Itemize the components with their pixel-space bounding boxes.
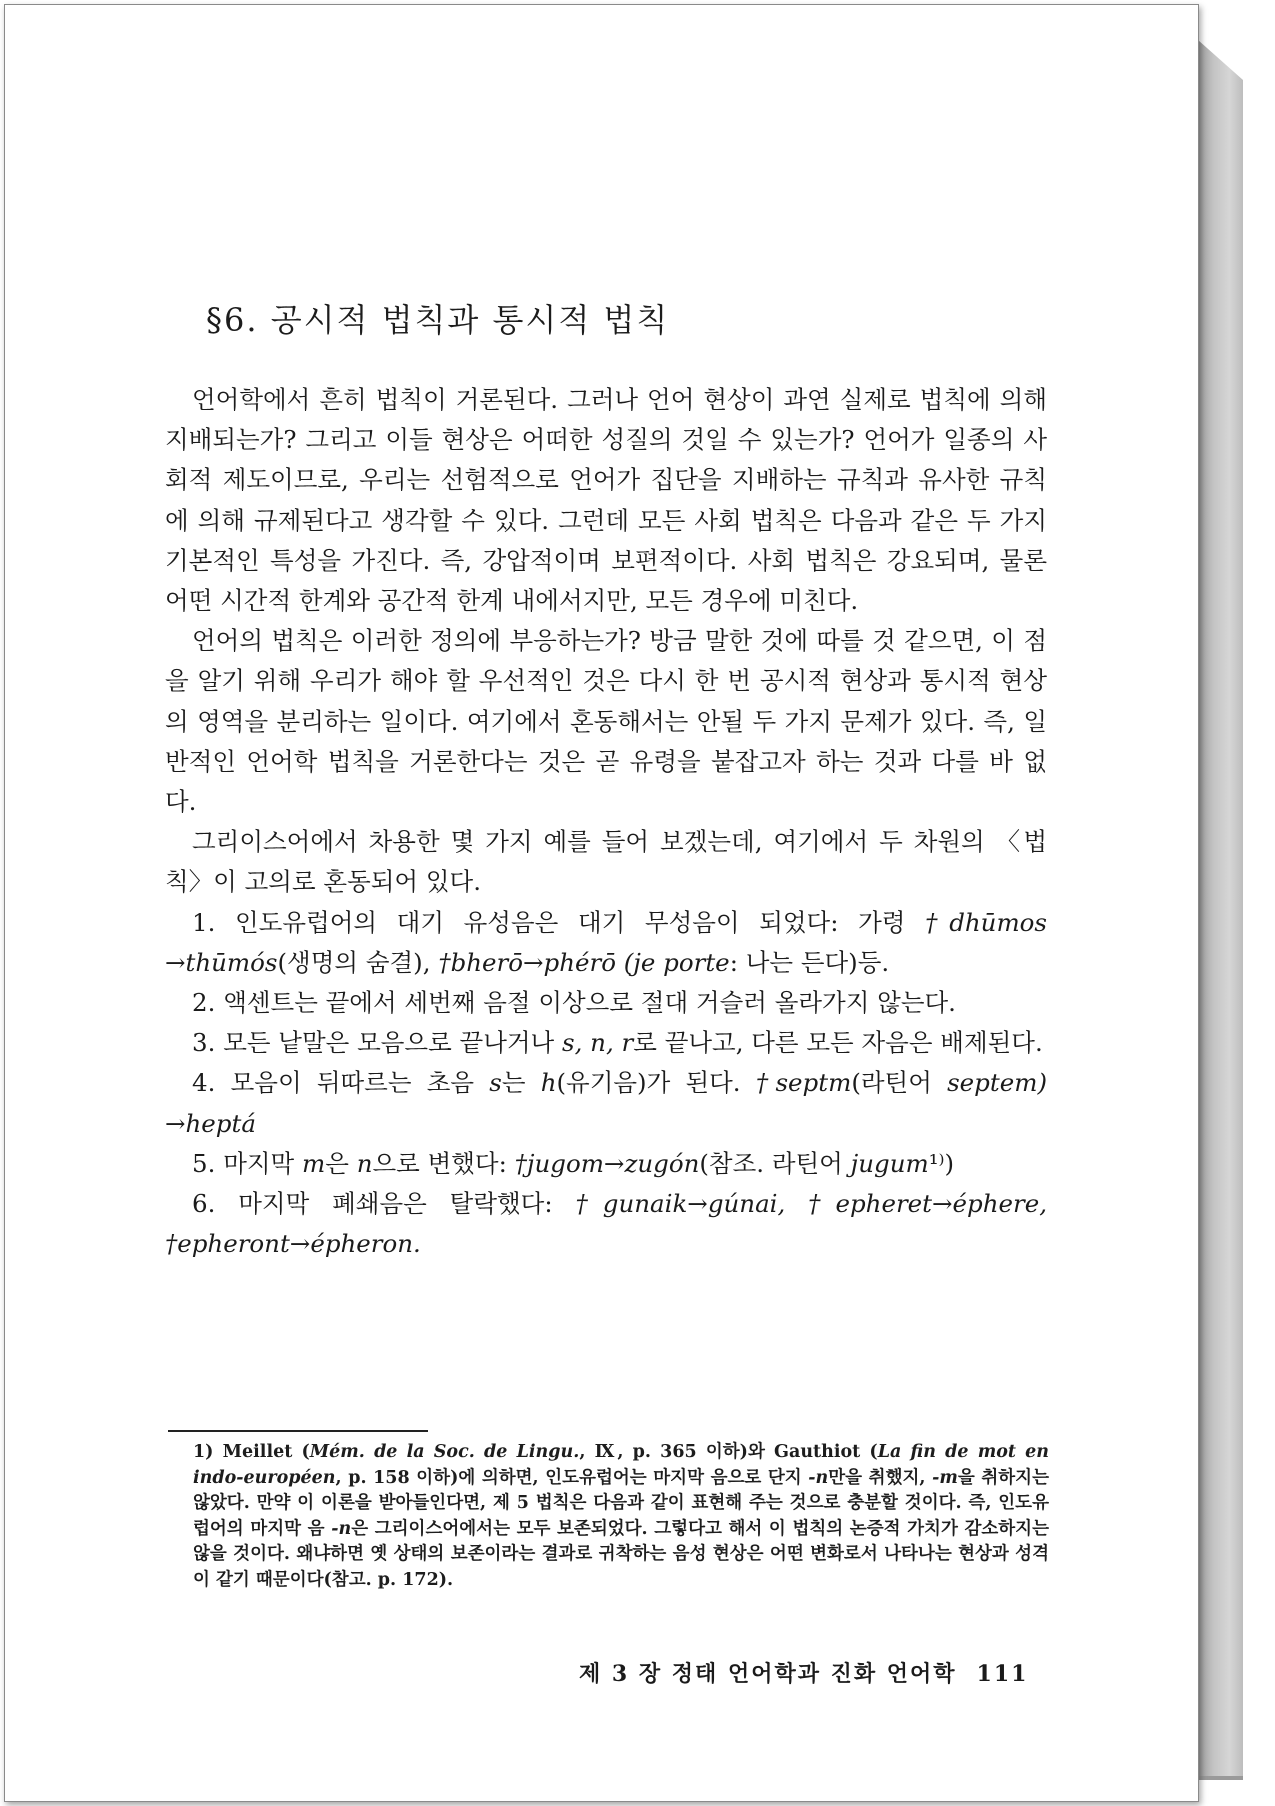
footnote-text: , p. 158 이하)에 의하면, 인도유럽어는 마지막 음으로 단지 — [335, 1467, 809, 1488]
item-example: †jugom→zugón — [514, 1148, 700, 1178]
item-example: h — [540, 1068, 557, 1098]
item-example: m — [301, 1148, 326, 1178]
footnote — [193, 1440, 1049, 1594]
item-number: 6. — [192, 1189, 216, 1219]
footnote-reference: -m — [932, 1467, 958, 1488]
page-stack-edge — [1198, 40, 1243, 1780]
item-example: †gunaik→gúnai, †epheret→éphere, †epheront→épheron. — [165, 1189, 1047, 1259]
item-text: 마지막 폐쇄음은 탈락했다: — [238, 1189, 576, 1219]
item-example: jugum — [850, 1148, 929, 1178]
item-text: 는 — [501, 1068, 541, 1098]
footnote-text: Meillet ( — [213, 1442, 310, 1462]
page-number: 111 — [976, 1661, 1029, 1687]
list-item — [165, 903, 1047, 983]
paragraph: 언어학에서 흔히 법칙이 거론된다. 그러나 언어 현상이 과연 실제로 법칙에 의해 지배되는가? 그리고 이들 현상은 어떠한 성질의 것일 수 있는가? 언어가 일종의 사회적 제도이므로, 우리는 선험적으로 언어가 집단을 지배하는 규칙과 유사한 규칙에 의해 규제된다고 생각할 수 있다. 그런데 모든 사회 법칙은 다음과 같은 두 가지 기본적인 특성을 가진다. 즉, 강압적이며 보편적이다. 사회 법칙은 강요되며, 물론 어떤 시간적 한계와 공간적 한계 내에서지만, 모든 경우에 미친다. — [165, 385, 1047, 616]
item-example: †septm — [755, 1068, 852, 1098]
list-item — [165, 1023, 1047, 1063]
item-example: s, n, r — [562, 1028, 634, 1058]
item-number: 4. — [192, 1068, 216, 1098]
footnote-reference: Mém. de la Soc. de Lingu. — [309, 1442, 580, 1462]
list-item — [165, 1063, 1047, 1143]
list-item — [165, 983, 1047, 1023]
footnote-reference: -n — [808, 1467, 829, 1488]
footnote-reference: -n — [331, 1518, 352, 1539]
item-text: (생명의 숨결), — [277, 947, 439, 977]
list-item — [165, 1184, 1047, 1264]
footnote-divider — [168, 1430, 428, 1432]
item-text: : 나는 든다)등. — [729, 947, 890, 977]
footnote-reference: La fin de mot en indo-européen — [193, 1442, 1050, 1488]
item-example: †bherō→phérō (je porte — [438, 947, 730, 977]
item-text: (참조. 라틴어 — [699, 1148, 851, 1178]
list-item — [165, 1144, 1047, 1184]
paragraph: 그리이스어에서 차용한 몇 가지 예를 들어 보겠는데, 여기에서 두 차원의 〈법칙〉이 고의로 혼동되어 있다. — [165, 827, 1047, 897]
item-text: 은 — [325, 1148, 357, 1178]
item-number: 5. — [192, 1148, 216, 1178]
footnote-text: 은 그리이스어에서는 모두 보존되었다. 그렇다고 해서 이 법칙의 논증적 가치가 감소하지는 않을 것이다. 왜냐하면 옛 상태의 보존이라는 결과로 귀착하는 음성 현상은 어떤 변화로서 나타나는 현상과 성격이 같기 때문이다(참고. p. 172). — [193, 1518, 1049, 1590]
item-example: s — [489, 1068, 502, 1098]
footnote-text: 을 취하지는 않았다. 만약 이 이론을 받아들인다면, 제 5 법칙은 다음과 같이 표현해 주는 것으로 충분할 것이다. 즉, 인도유럽어의 마지막 음 — [193, 1467, 1049, 1539]
item-text: 마지막 — [223, 1148, 302, 1178]
item-text: (유기음)가 된다. — [556, 1068, 756, 1098]
paragraph: 언어의 법칙은 이러한 정의에 부응하는가? 방금 말한 것에 따를 것 같으면, 이 점을 알기 위해 우리가 해야 할 우선적인 것은 다시 한 번 공시적 현상과 통시적 현상의 영역을 분리하는 일이다. 여기에서 혼동해서는 안될 두 가지 문제가 있다. 즉, 일반적인 언어학 법칙을 거론한다는 것은 곧 유령을 붙잡고자 하는 것과 다를 바 없다. — [165, 626, 1047, 817]
book-page — [4, 4, 1199, 1802]
item-text: 인도유럽어의 대기 유성음은 대기 무성음이 되었다: 가령 — [235, 907, 926, 937]
footnote-text: , Ⅸ, p. 365 이하)와 Gauthiot ( — [579, 1442, 878, 1462]
chapter-title: 제 3 장 정태 언어학과 진화 언어학 — [579, 1661, 957, 1687]
item-text: 액센트는 끝에서 세번째 음절 이상으로 절대 거슬러 올라가지 않는다. — [223, 988, 956, 1018]
item-number: 3. — [192, 1028, 216, 1058]
item-text: (라틴어 — [851, 1068, 948, 1098]
item-example: †dhūmos →thūmós — [165, 907, 1048, 977]
item-text: 으로 변했다: — [372, 1148, 515, 1178]
footnote-marker: 1) — [193, 1442, 214, 1462]
item-number: 2. — [192, 988, 216, 1018]
item-text: 모든 낱말은 모음으로 끝나거나 — [223, 1028, 563, 1058]
section-heading: §6. 공시적 법칙과 통시적 법칙 — [206, 301, 670, 339]
item-example: n — [356, 1148, 373, 1178]
footnote-text: 만을 취했지, — [828, 1467, 933, 1488]
item-text: 로 끝나고, 다른 모든 자음은 배제된다. — [633, 1028, 1043, 1058]
item-number: 1. — [192, 907, 216, 937]
item-example: septem) →heptá — [165, 1068, 1047, 1138]
item-text: ¹⁾) — [928, 1148, 955, 1178]
body-text — [165, 380, 1047, 1264]
running-footer — [579, 1657, 1028, 1688]
item-text: 모음이 뒤따르는 초음 — [230, 1068, 490, 1098]
